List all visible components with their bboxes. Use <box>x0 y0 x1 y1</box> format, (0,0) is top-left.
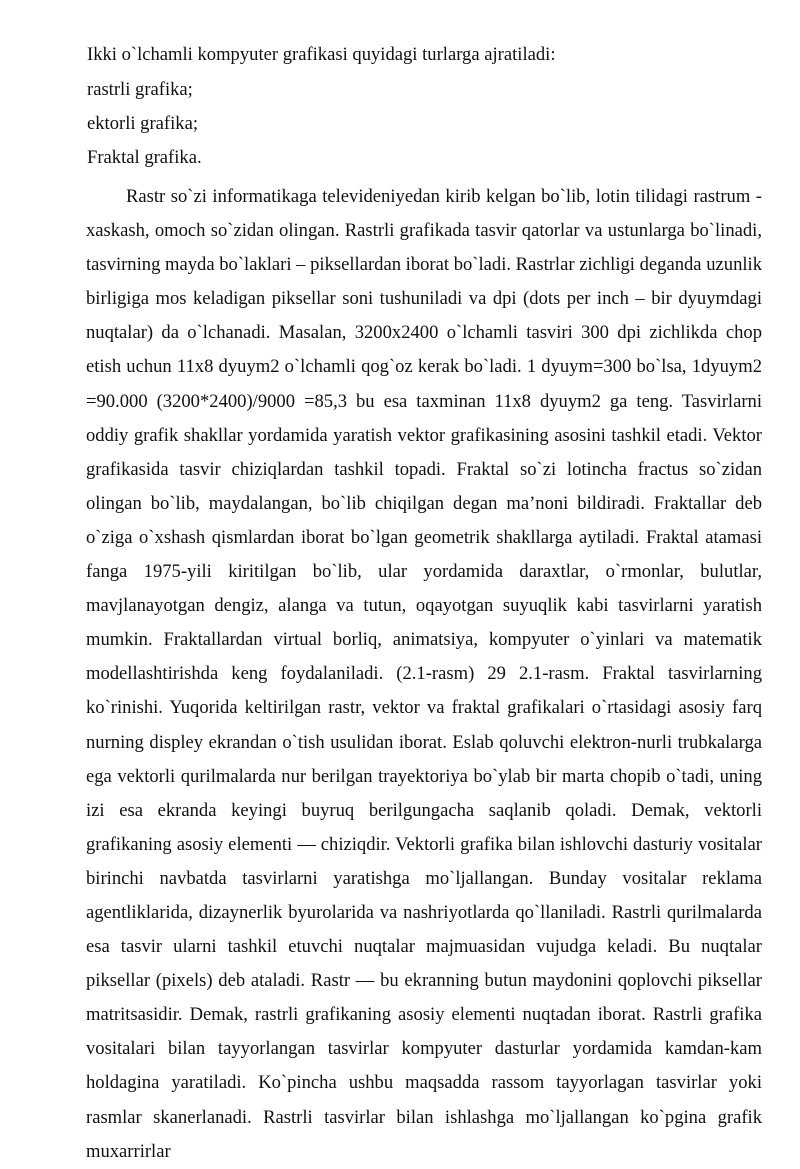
intro-line: Ikki o`lchamli kompyuter grafikasi quyidagi turlarga ajratiladi: <box>87 44 556 65</box>
list-item-vector: ektorli grafika; <box>87 113 198 134</box>
list-item-raster: rastrli grafika; <box>87 79 193 100</box>
list-item-fractal: Fraktal grafika. <box>87 147 202 168</box>
body-paragraph: Rastr so`zi informatikaga televideniyedan kirib kelgan bo`lib, lotin tilidagi rastrum - xaskash, omoch so`zidan olingan. Rastrli grafikada tasvir qatorlar va ustunlarga bo`linadi, tasvirning mayda bo`laklari – piksellardan iborat bo`ladi. Rastrlar zichligi deganda uzunlik birligiga mos keladigan piksellar soni tushuniladi va dpi (dots per inch – bir dyuymdagi nuqtalar) da o`lchanadi. Masalan, 3200x2400 o`lchamli tasviri 300 dpi zichlikda chop etish uchun 11x8 dyuym2 o`lchamli qog`oz kerak bo`ladi. 1 dyuym=300 bo`lsa, 1dyuym2 =90.000 (3200*2400)/9000 =85,3 bu esa taxminan 11x8 dyuym2 ga teng. Tasvirlarni oddiy grafik shakllar yordamida yaratish vektor grafikasining asosini tashkil etadi. Vektor grafikasida tasvir chiziqlardan tashkil topadi. Fraktal so`zi lotincha fractus so`zidan olingan bo`lib, maydalangan, bo`lib chiqilgan degan ma’noni bildiradi. Fraktallar deb o`ziga o`xshash qismlardan iborat bo`lgan geometrik shakllarga aytiladi. Fraktal atamasi fanga 1975-yili kiritilgan bo`lib, ular yordamida daraxtlar, o`rmonlar, bulutlar, mavjlanayotgan dengiz, alanga va tutun, oqayotgan suyuqlik kabi tasvirlarni yaratish mumkin. Fraktallardan virtual borliq, animatsiya, kompyuter o`yinlari va matematik modellashtirishda keng foydalaniladi. (2.1-rasm) 29 2.1-rasm. Fraktal tasvirlarning ko`rinishi. Yuqorida keltirilgan rastr, vektor va fraktal grafikalari o`rtasidagi asosiy farq nurning displey ekrandan o`tish usulidan iborat. Eslab qoluvchi elektron-nurli trubkalarga ega vektorli qurilmalarda nur berilgan trayektoriya bo`ylab bir marta chopib o`tadi, uning izi esa ekranda keyingi buyruq berilgungacha saqlanib qoladi. Demak, vektorli grafikaning asosiy elementi — chiziqdir. Vektorli grafika bilan ishlovchi dasturiy vositalar birinchi navbatda tasvirlarni yaratishga mo`ljallangan. Bunday vositalar reklama agentliklarida, dizaynerlik byurolarida va nashriyotlarda qo`llaniladi. Rastrli qurilmalarda esa tasvir ularni tashkil etuvchi nuqtalar majmuasidan vujudga keladi. Bu nuqtalar piksellar (pixels) deb ataladi. Rastr — bu ekranning butun maydonini qoplovchi piksellar matritsasidir. Demak, rastrli grafikaning asosiy elementi nuqtadan iborat. Rastrli grafika vositalari bilan tayyorlangan tasvirlar kompyuter dasturlar yordamida kamdan-kam holdagina yaratiladi. Ko`pincha ushbu maqsadda rassom tayyorlagan tasvirlar yoki rasmlar skanerlanadi. Rastrli tasvirlar bilan ishlashga mo`ljallangan ko`pgina grafik muxarrirlar <box>86 186 762 1162</box>
